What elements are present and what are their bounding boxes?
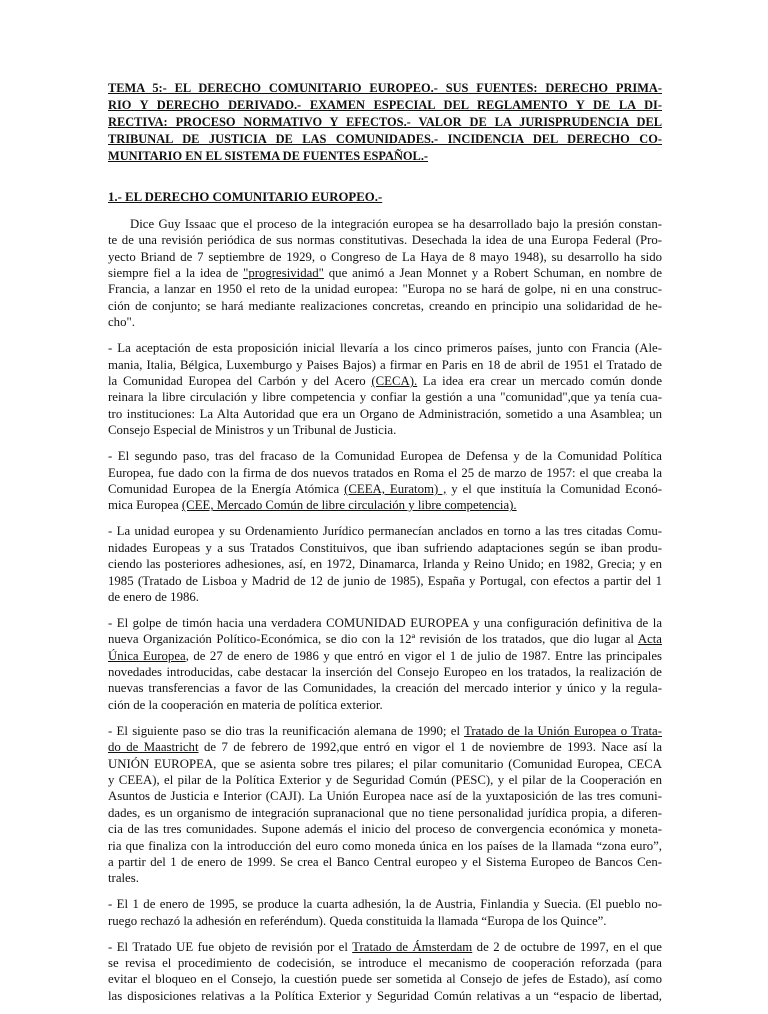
text-segment: evitar el bloqueo en el Consejo, la cuestión puede ser sometida al Consejo de jefes de Estado), así como bbox=[108, 972, 662, 987]
text-line bbox=[108, 373, 662, 389]
text-segment: 1985 (Tratado de Lisboa y Madrid de 12 de junio de 1985), España y Portugal, con efectos a partir del 1 bbox=[108, 573, 662, 588]
underlined-reference: Acta bbox=[637, 632, 662, 647]
underlined-reference: Tratado de Ámsterdam bbox=[352, 939, 473, 954]
text-segment: Consejo Especial de Ministros y un Tribunal de Justicia. bbox=[108, 423, 397, 438]
underlined-reference: "progresividad" bbox=[243, 266, 324, 281]
text-line bbox=[108, 357, 662, 373]
text-segment: de enero de 1986. bbox=[108, 589, 199, 604]
text-line bbox=[108, 680, 662, 696]
text-line bbox=[108, 988, 662, 1004]
text-line bbox=[108, 573, 662, 589]
title-line bbox=[108, 131, 662, 148]
text-segment: y el que instituía la Comunidad Econó- bbox=[446, 481, 662, 496]
text-line bbox=[108, 739, 662, 755]
text-segment: ción de conjunto; se hará mediante realizaciones concretas, creando en principio una solidaridad de he- bbox=[108, 298, 662, 313]
text-line bbox=[108, 556, 662, 572]
text-line bbox=[108, 523, 662, 539]
text-segment: nueva Organización Político-Económica, se dio con la 12ª revisión de los tratados, que dio lugar al bbox=[108, 632, 638, 647]
text-line bbox=[108, 854, 662, 870]
text-segment: Comunidad Europea de la Energía Atómica bbox=[108, 481, 345, 496]
text-line bbox=[108, 896, 662, 912]
text-line bbox=[108, 664, 662, 680]
underlined-reference: do de Maastricht bbox=[108, 740, 199, 755]
underlined-reference: (CECA). bbox=[371, 374, 418, 389]
text-line bbox=[108, 340, 662, 356]
text-segment: mica Europea bbox=[108, 498, 182, 513]
text-line bbox=[108, 281, 662, 297]
text-line bbox=[108, 314, 662, 330]
text-segment: siempre fiel a la idea de bbox=[108, 266, 244, 281]
text-line bbox=[108, 756, 662, 772]
title-line bbox=[108, 148, 662, 165]
text-line bbox=[108, 615, 662, 631]
text-line bbox=[108, 913, 662, 929]
text-segment: las disposiciones relativas a la Política Exterior y Seguridad Común relativas a un “espacio de libertad, bbox=[108, 988, 662, 1003]
text-segment: UNIÓN EUROPEA, que se asienta sobre tres pilares; el pilar comunitario (Comunidad Europea, CECA bbox=[108, 756, 662, 771]
text-line bbox=[108, 631, 662, 647]
text-line bbox=[108, 540, 662, 556]
text-line bbox=[108, 788, 662, 804]
underlined-reference: (CEE, Mercado Común de libre circulación y libre competencia). bbox=[181, 498, 517, 513]
text-line bbox=[108, 422, 662, 438]
text-segment: - El segundo paso, tras del fracaso de la Comunidad Europea de Defensa y de la Comunidad Política bbox=[108, 449, 662, 464]
paragraph bbox=[108, 939, 662, 1005]
title-line-text: RECTIVA: PROCESO NORMATIVO Y EFECTOS.- VALOR DE LA JURISPRUDENCIA DEL bbox=[108, 115, 662, 129]
text-segment: Francia, a lanzar en 1950 el reto de la unidad europea: "Europa no se hará de golpe, ni en una construc- bbox=[108, 282, 662, 297]
text-line bbox=[108, 216, 662, 232]
text-line bbox=[108, 249, 662, 265]
text-segment: que animó a Jean Monnet y a Robert Schuman, en nombre de bbox=[323, 266, 662, 281]
paragraph bbox=[108, 216, 662, 331]
text-line bbox=[108, 805, 662, 821]
text-segment: nidades Europeas y a sus Tratados Constituivos, que iban sufriendo adaptaciones según se iban produ- bbox=[108, 540, 662, 555]
document-page bbox=[108, 80, 662, 1014]
text-segment: trales. bbox=[108, 871, 139, 886]
text-line bbox=[108, 697, 662, 713]
text-line bbox=[108, 971, 662, 987]
underlined-reference: Única Europea bbox=[108, 648, 186, 663]
text-segment: de 7 de febrero de 1992,que entró en vigor el 1 de noviembre de 1993. Nace así la bbox=[198, 740, 662, 755]
text-segment: dades, es un organismo de integración supranacional que no tiene personalidad jurídica propia, a diferen- bbox=[108, 805, 662, 820]
text-segment: y CEEA), el pilar de la Política Exterior y de Seguridad Común (PESC), y el pilar de la Cooperación en bbox=[108, 772, 662, 787]
text-segment: de 2 de octubre de 1997, en el que bbox=[472, 939, 662, 954]
text-line bbox=[108, 497, 662, 513]
text-segment: tro instituciones: La Alta Autoridad que era un Organo de Administración, sometido a una Asamblea; un bbox=[108, 406, 662, 421]
paragraph bbox=[108, 523, 662, 605]
text-segment: la Comunidad Europea del Carbón y del Acero bbox=[108, 374, 372, 389]
text-segment: Asuntos de Justicia e Interior (CAJI). La Unión Europea nace así de la yuxtaposición de las tres comuni- bbox=[108, 789, 662, 804]
text-segment: cia de las tres comunidades. Supone además el inicio del proceso de convergencia económica y moneta- bbox=[108, 822, 662, 837]
paragraph bbox=[108, 448, 662, 514]
text-segment: - El 1 de enero de 1995, se produce la cuarta adhesión, la de Austria, Finlandia y Suecia. (El pueblo no- bbox=[108, 897, 662, 912]
text-line bbox=[108, 406, 662, 422]
title-line-text: TRIBUNAL DE JUSTICIA DE LAS COMUNIDADES.- INCIDENCIA DEL DERECHO CO- bbox=[108, 132, 662, 146]
text-segment: Europea, fue dado con la firma de dos nuevos tratados en Roma el 25 de marzo de 1957: el que creaba la bbox=[108, 465, 662, 480]
text-segment: a partir del 1 de enero de 1999. Se crea el Banco Central europeo y el Sistema Europeo de Bancos Cen- bbox=[108, 854, 662, 869]
text-line bbox=[108, 389, 662, 405]
title-line-text: MUNITARIO EN EL SISTEMA DE FUENTES ESPAÑOL.- bbox=[108, 149, 429, 163]
underlined-reference: Tratado de la Unión Europea o Trata- bbox=[464, 723, 662, 738]
text-line bbox=[108, 772, 662, 788]
text-segment: nuevas transferencias a favor de las Comunidades, la creación del mercado interior y único y la regula- bbox=[108, 681, 662, 696]
title-line bbox=[108, 80, 662, 97]
text-segment: , de 27 de enero de 1986 y que entró en vigor el 1 de julio de 1987. Entre las principales bbox=[185, 648, 662, 663]
text-line bbox=[108, 870, 662, 886]
paragraph bbox=[108, 340, 662, 438]
text-segment: reinara la libre circulación y libre competencia y confiar la gestión a una "comunidad",que ya tenía cua- bbox=[108, 390, 662, 405]
document-title bbox=[108, 80, 662, 165]
text-segment: - El siguiente paso se dio tras la reunificación alemana de 1990; el bbox=[108, 723, 465, 738]
text-segment: ciendo las posteriores adhesiones, así, en 1972, Dinamarca, Irlanda y Reino Unido; en 1982, Grecia; y en bbox=[108, 557, 662, 572]
text-line bbox=[108, 648, 662, 664]
paragraph bbox=[108, 723, 662, 887]
text-line bbox=[108, 265, 662, 281]
document-body bbox=[108, 216, 662, 1004]
text-segment: te de una revisión periódica de sus normas constitutivas. Desechada la idea de una Europa Federal (Pro- bbox=[108, 233, 662, 248]
paragraph bbox=[108, 615, 662, 713]
section-heading: 1.- EL DERECHO COMUNITARIO EUROPEO.- bbox=[108, 190, 383, 204]
text-line bbox=[108, 232, 662, 248]
text-segment: yecto Briand de 7 septiembre de 1929, o Congreso de La Haya de 8 mayo 1948), su desarrollo ha sido bbox=[108, 249, 662, 264]
paragraph bbox=[108, 896, 662, 929]
text-line bbox=[108, 465, 662, 481]
underlined-reference: (CEEA, Euratom) , bbox=[344, 481, 447, 496]
text-segment: novedades introducidas, cabe destacar la inserción del Consejo Europeo en los tratados, la realización de bbox=[108, 665, 662, 680]
text-line bbox=[108, 448, 662, 464]
text-line bbox=[108, 838, 662, 854]
title-line bbox=[108, 97, 662, 114]
text-segment: - La aceptación de esta proposición inicial llevaría a los cinco primeros países, junto con Francia (Ale- bbox=[108, 341, 662, 356]
title-line-text: TEMA 5:- EL DERECHO COMUNITARIO EUROPEO.- SUS FUENTES: DERECHO PRIMA- bbox=[108, 81, 662, 95]
text-segment: La idea era crear un mercado común donde bbox=[417, 374, 662, 389]
text-segment: mania, Italia, Bélgica, Luxemburgo y Paises Bajos) a firmar en Paris en 18 de abril de 1951 el Tratado de bbox=[108, 357, 662, 372]
title-line-text: RIO Y DERECHO DERIVADO.- EXAMEN ESPECIAL DEL REGLAMENTO Y DE LA DI- bbox=[108, 98, 662, 112]
text-line bbox=[108, 939, 662, 955]
text-line bbox=[108, 821, 662, 837]
text-line bbox=[108, 589, 662, 605]
text-segment: ción de la cooperación en materia de política exterior. bbox=[108, 697, 383, 712]
text-line bbox=[108, 481, 662, 497]
text-segment: cho". bbox=[108, 315, 135, 330]
text-segment: ria que finaliza con la introducción del euro como moneda única en los países de la llamada “zona euro”, bbox=[108, 838, 662, 853]
text-segment: - El golpe de timón hacia una verdadera COMUNIDAD EUROPEA y una configuración definitiva de la bbox=[108, 615, 662, 630]
text-segment: - La unidad europea y su Ordenamiento Jurídico permanecían anclados en torno a las tres citadas Comu- bbox=[108, 524, 662, 539]
text-segment: ruego rechazó la adhesión en referéndum). Queda constituida la llamada “Europa de los Quince”. bbox=[108, 913, 607, 928]
title-line bbox=[108, 114, 662, 131]
text-segment: - El Tratado UE fue objeto de revisión por el bbox=[108, 939, 353, 954]
text-line bbox=[108, 298, 662, 314]
text-segment: Dice Guy Issaac que el proceso de la integración europea se ha desarrollado bajo la presión constan- bbox=[130, 216, 662, 231]
text-line bbox=[108, 955, 662, 971]
text-segment: se revisa el procedimiento de codecisión, se introduce el mecanismo de cooperación reforzada (para bbox=[108, 956, 662, 971]
text-line bbox=[108, 723, 662, 739]
